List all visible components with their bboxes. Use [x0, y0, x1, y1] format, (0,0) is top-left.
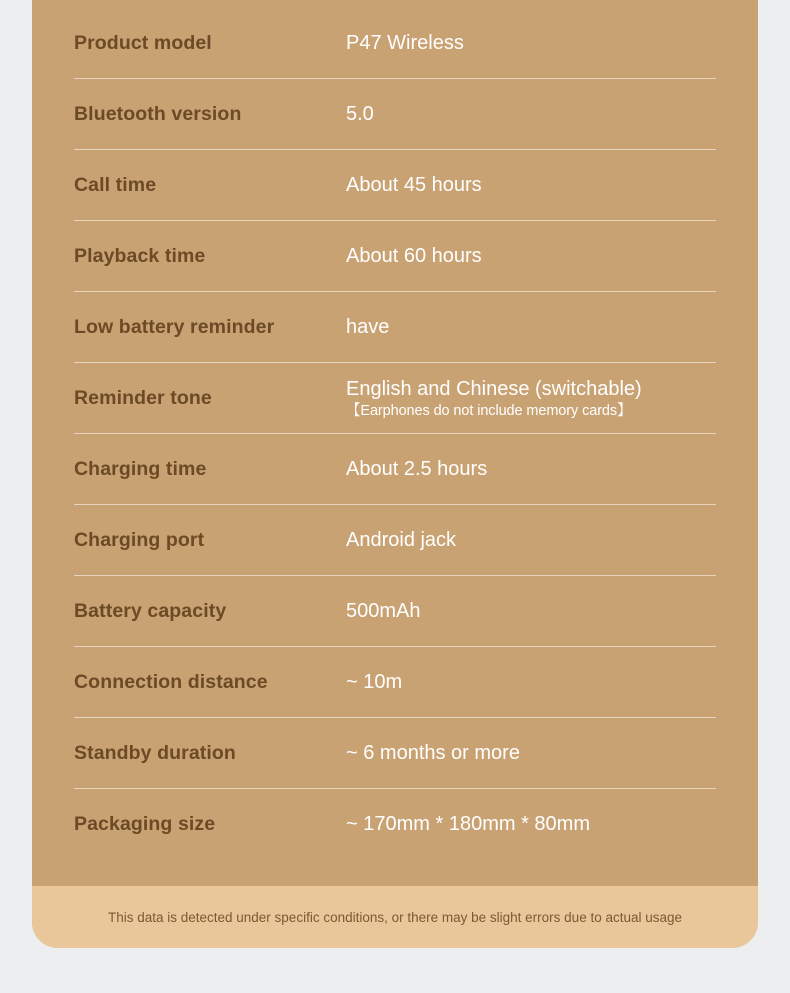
specification-card	[32, 0, 758, 948]
table-row	[74, 79, 716, 150]
spec-label: Standby duration	[74, 742, 236, 764]
spec-value: Android jack	[346, 529, 457, 551]
spec-label: Connection distance	[74, 671, 268, 693]
spec-label: Charging port	[74, 529, 205, 551]
spec-value-main: English and Chinese (switchable)	[346, 377, 642, 400]
table-row	[74, 221, 716, 292]
spec-label: Low battery reminder	[74, 316, 275, 338]
table-row	[74, 363, 716, 434]
table-row	[74, 718, 716, 789]
spec-label: Charging time	[74, 458, 207, 480]
table-row	[74, 292, 716, 363]
specification-table	[32, 0, 758, 886]
table-row	[74, 505, 716, 576]
spec-value: 5.0	[346, 103, 374, 125]
spec-label: Product model	[74, 32, 212, 54]
table-row	[74, 150, 716, 221]
table-row	[74, 434, 716, 505]
spec-label: Packaging size	[74, 813, 216, 835]
footer-disclaimer: This data is detected under specific conditions, or there may be slight errors due to actual usage	[32, 886, 758, 948]
spec-value: have	[346, 316, 390, 338]
spec-value: ~ 10m	[346, 671, 403, 693]
spec-label: Reminder tone	[74, 387, 212, 409]
spec-value: About 60 hours	[346, 245, 482, 267]
spec-label: Bluetooth version	[74, 103, 242, 125]
spec-label: Battery capacity	[74, 600, 227, 622]
spec-value: 500mAh	[346, 600, 421, 622]
spec-label: Call time	[74, 174, 157, 196]
table-row	[74, 576, 716, 647]
table-row	[74, 789, 716, 860]
spec-value-note: 【Earphones do not include memory cards】	[346, 402, 632, 419]
spec-label: Playback time	[74, 245, 206, 267]
table-row	[74, 8, 716, 79]
spec-value	[346, 378, 716, 420]
table-row	[74, 647, 716, 718]
spec-value: P47 Wireless	[346, 32, 464, 54]
spec-value: About 2.5 hours	[346, 458, 488, 480]
spec-value: ~ 6 months or more	[346, 742, 520, 764]
spec-value: ~ 170mm * 180mm * 80mm	[346, 813, 590, 835]
spec-value: About 45 hours	[346, 174, 482, 196]
